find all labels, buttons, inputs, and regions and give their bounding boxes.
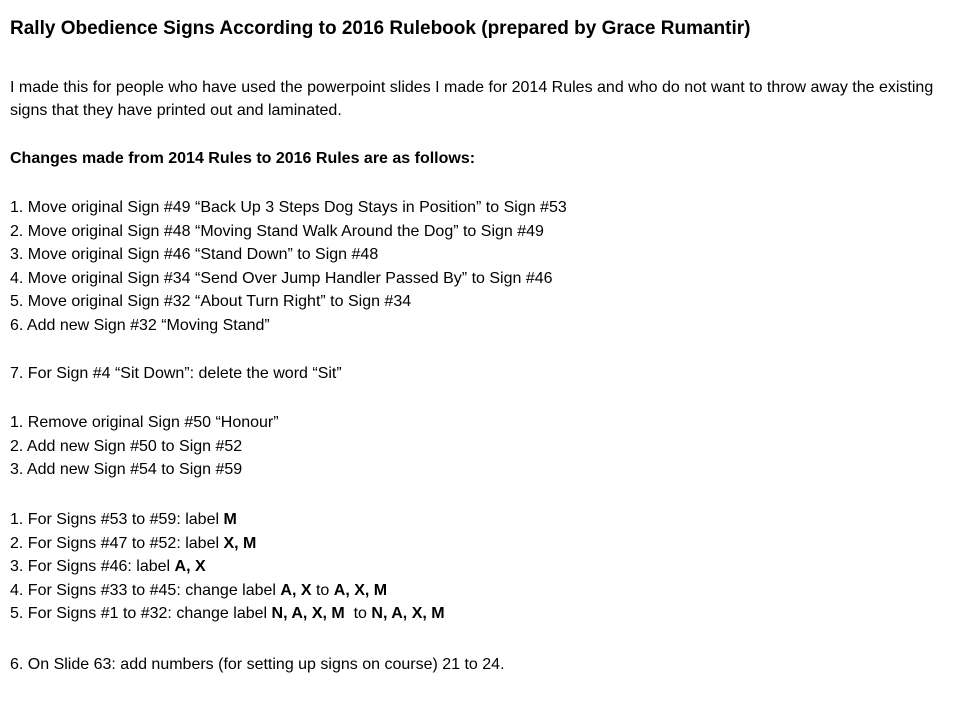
list-item (10, 508, 445, 532)
list-item-text: 3. For Signs #46: label (10, 558, 175, 575)
move-changes-list (10, 196, 567, 337)
list-item (10, 555, 445, 579)
slide-title: Rally Obedience Signs According to 2016 Rulebook (prepared by Grace Rumantir) (10, 18, 751, 39)
old-label-value: A, X (280, 581, 312, 599)
list-item-text: 2. For Signs #47 to #52: label (10, 534, 224, 552)
list-item-text: 5. For Signs #1 to #32: change label (10, 605, 272, 622)
list-item-text: to (311, 581, 334, 599)
intro-paragraph: I made this for people who have used the powerpoint slides I made for 2014 Rules and who do not want to throw away the existing signs that they have printed out and laminated. (10, 79, 934, 119)
list-item (10, 602, 445, 626)
label-value: A, X (174, 558, 206, 575)
list-item: 2. Add new Sign #50 to Sign #52 (10, 437, 243, 455)
list-item: 2. Move original Sign #48 “Moving Stand Walk Around the Dog” to Sign #49 (10, 222, 544, 240)
list-item (10, 579, 445, 603)
label-value: X, M (223, 534, 257, 552)
list-item: 3. Add new Sign #54 to Sign #59 (10, 461, 243, 478)
changes-heading: Changes made from 2014 Rules to 2016 Rules are as follows: (10, 150, 476, 167)
list-item: 1. Move original Sign #49 “Back Up 3 Steps Dog Stays in Position” to Sign #53 (10, 199, 567, 216)
add-remove-changes-list (10, 411, 279, 482)
old-label-value: N, A, X, M (271, 605, 345, 622)
list-item: 3. Move original Sign #46 “Stand Down” to Sign #48 (10, 246, 379, 263)
list-item: 6. Add new Sign #32 “Moving Stand” (10, 316, 270, 334)
list-item-text: 4. For Signs #33 to #45: change label (10, 581, 281, 599)
list-item-text: to (344, 605, 372, 622)
list-item: 1. Remove original Sign #50 “Honour” (10, 414, 279, 431)
list-item: 4. Move original Sign #34 “Send Over Jump Handler Passed By” to Sign #46 (10, 269, 553, 287)
new-label-value: A, X, M (333, 581, 388, 599)
list-item: 6. On Slide 63: add numbers (for setting up signs on course) 21 to 24. (10, 656, 505, 673)
new-label-value: N, A, X, M (371, 605, 445, 622)
slide-changes-list (10, 653, 505, 677)
wording-changes-list (10, 362, 342, 386)
label-value: M (223, 511, 237, 528)
list-item (10, 532, 445, 556)
label-changes-list (10, 508, 445, 626)
list-item: 5. Move original Sign #32 “About Turn Right” to Sign #34 (10, 293, 412, 310)
list-item-text: 1. For Signs #53 to #59: label (10, 511, 224, 528)
list-item: 7. For Sign #4 “Sit Down”: delete the word “Sit” (10, 365, 342, 382)
